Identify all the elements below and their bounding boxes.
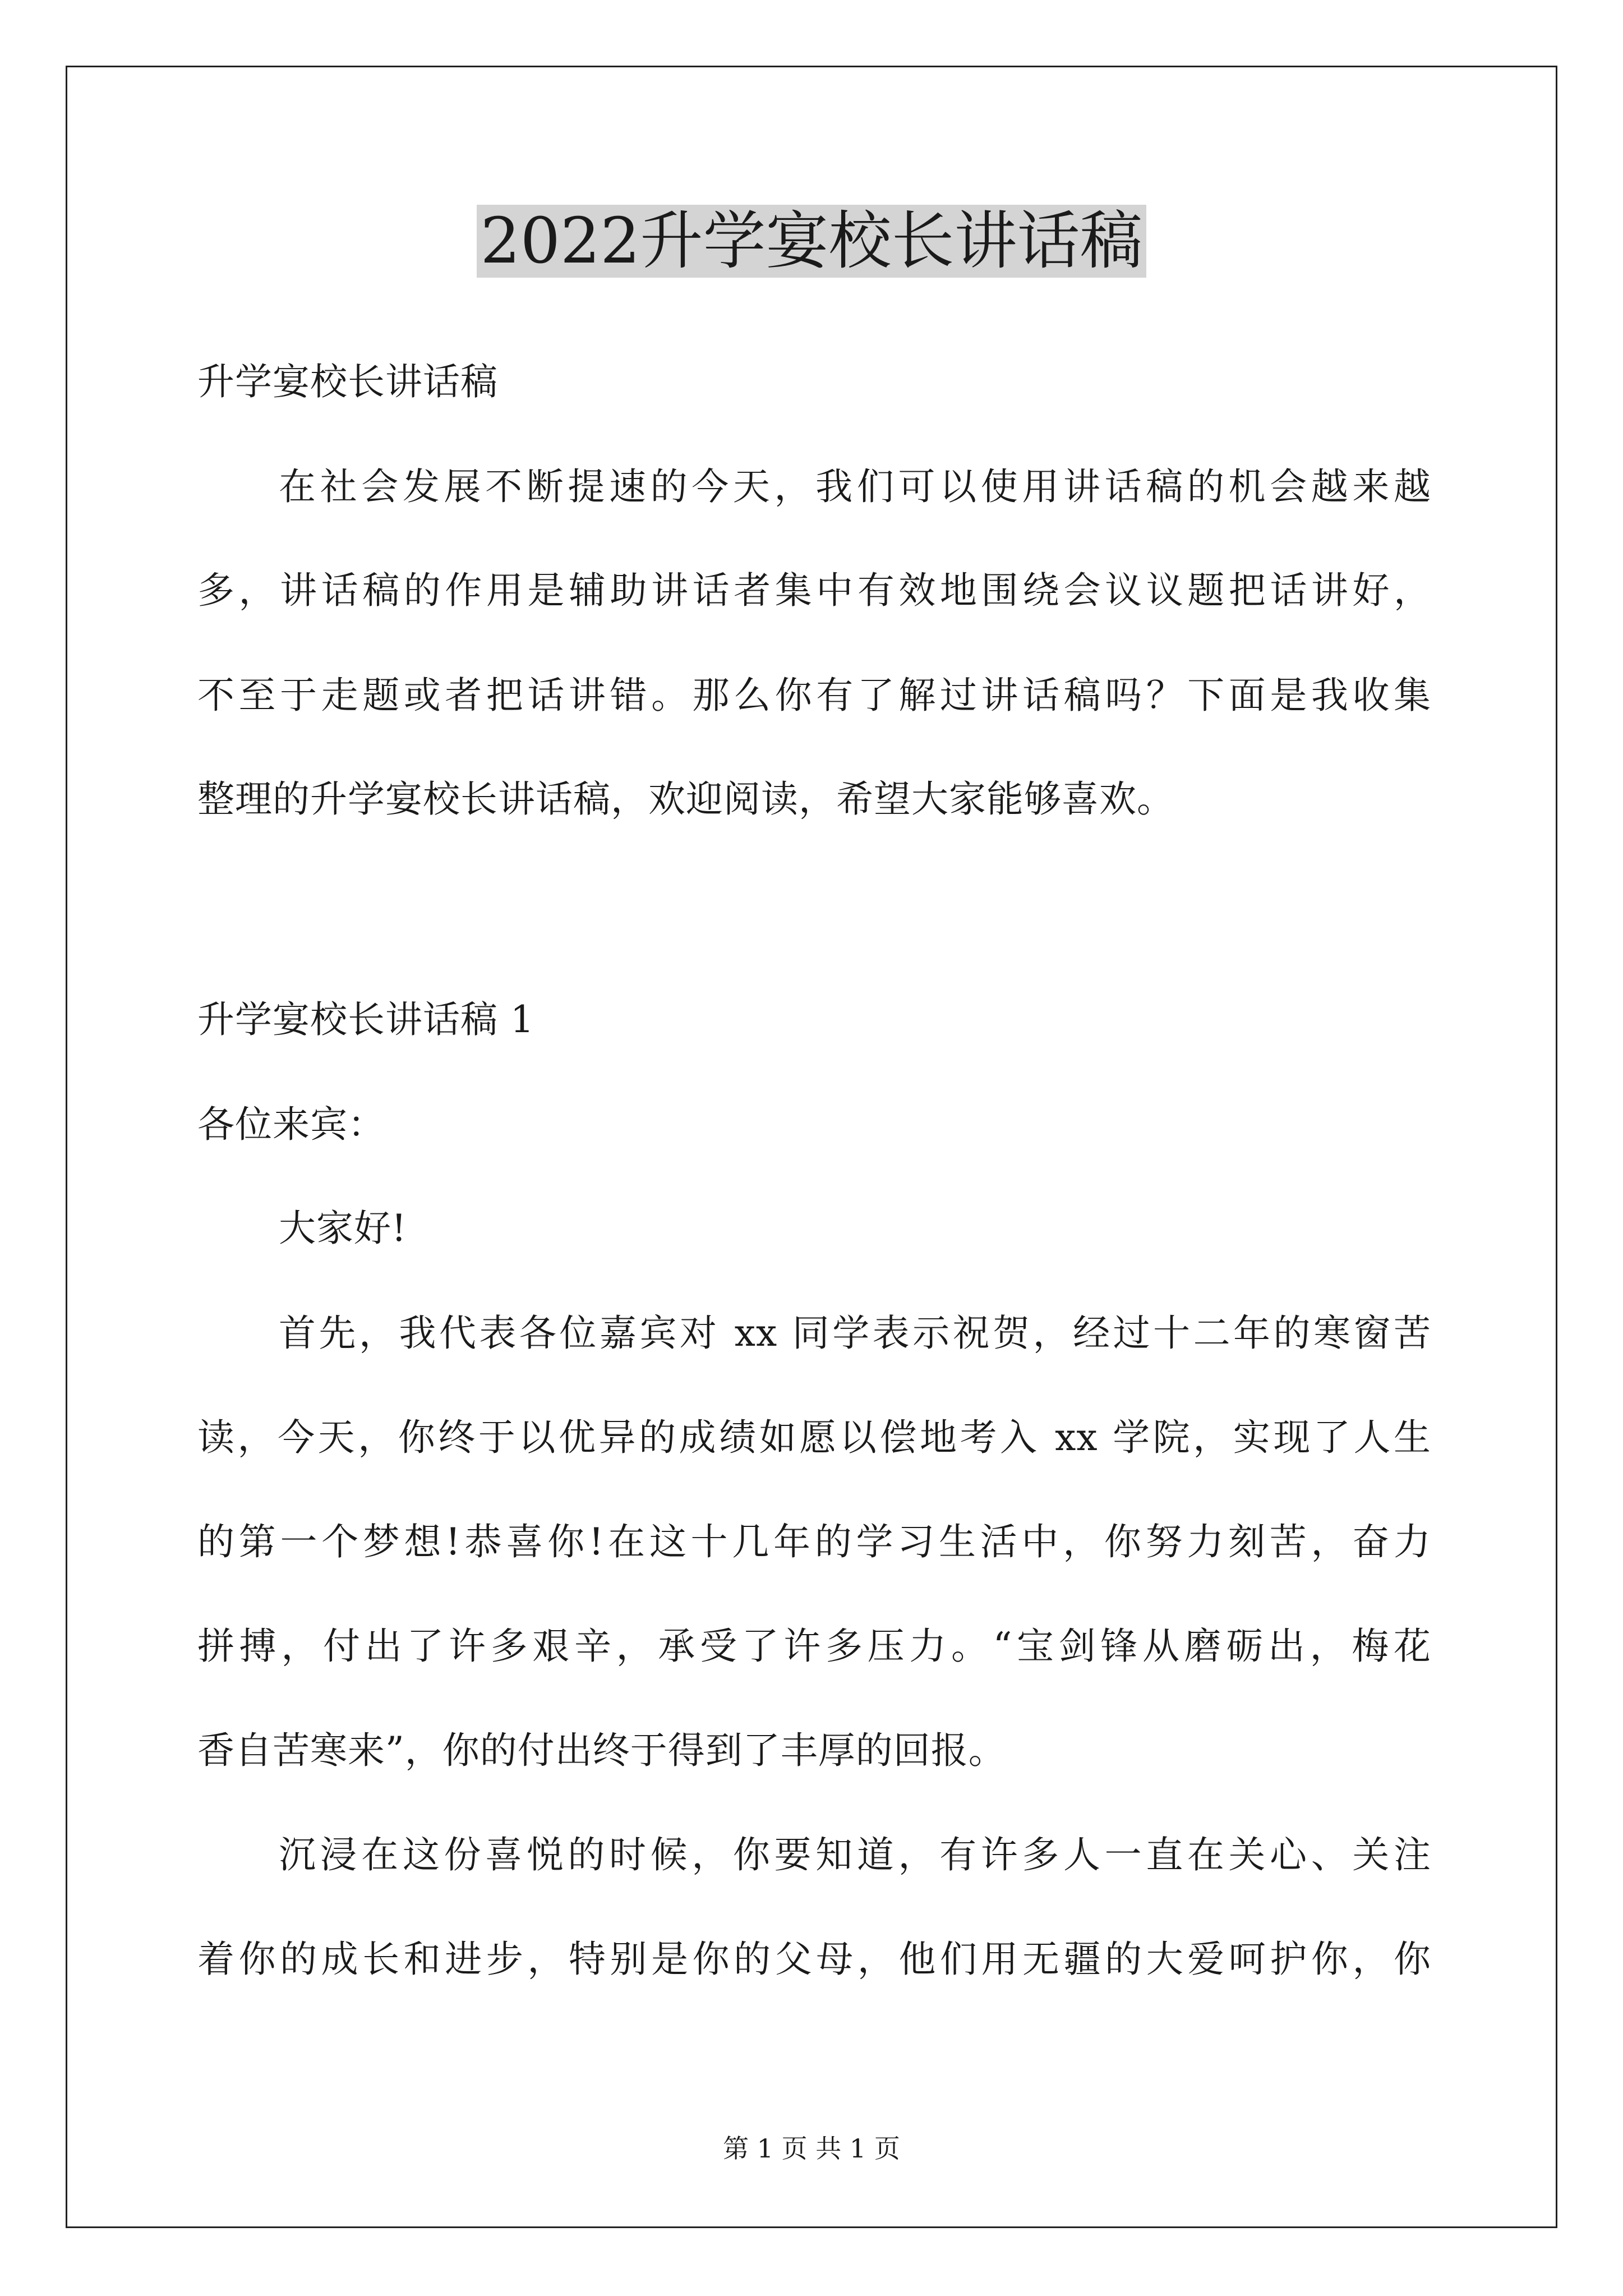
paragraph-line: 不至于走题或者把话讲错。那么你有了解过讲话稿吗？下面是我收集 bbox=[197, 674, 1431, 717]
section-heading: 升学宴校长讲话稿 1 bbox=[197, 998, 534, 1041]
greeting-line: 大家好! bbox=[279, 1207, 407, 1250]
paragraph-line: 读，今天，你终于以优异的成绩如愿以偿地考入 xx 学院，实现了人生 bbox=[197, 1416, 1431, 1459]
paragraph-line: 沉浸在这份喜悦的时候，你要知道，有许多人一直在关心、关注 bbox=[279, 1833, 1431, 1876]
page-footer: 第 1 页 共 1 页 bbox=[723, 2133, 900, 2164]
paragraph-line: 多，讲话稿的作用是辅助讲话者集中有效地围绕会议议题把话讲好， bbox=[197, 569, 1431, 612]
salutation-line: 各位来宾： bbox=[197, 1103, 385, 1146]
paragraph-line: 整理的升学宴校长讲话稿，欢迎阅读，希望大家能够喜欢。 bbox=[197, 777, 1174, 821]
subtitle-line: 升学宴校长讲话稿 bbox=[197, 360, 498, 403]
paragraph-line: 首先，我代表各位嘉宾对 xx 同学表示祝贺，经过十二年的寒窗苦 bbox=[279, 1312, 1431, 1355]
paragraph-line: 在社会发展不断提速的今天，我们可以使用讲话稿的机会越来越 bbox=[279, 465, 1431, 508]
paragraph-line: 香自苦寒来”，你的付出终于得到了丰厚的回报。 bbox=[197, 1729, 1006, 1772]
paragraph-line: 拼搏，付出了许多艰辛，承受了许多压力。“宝剑锋从磨砺出，梅花 bbox=[197, 1625, 1431, 1668]
document-title bbox=[0, 199, 1623, 283]
paragraph-line: 的第一个梦想!恭喜你!在这十几年的学习生活中，你努力刻苦，奋力 bbox=[197, 1520, 1431, 1563]
paragraph-line: 着你的成长和进步，特别是你的父母，他们用无疆的大爱呵护你，你 bbox=[197, 1938, 1431, 1981]
document-title-text: 2022升学宴校长讲话稿 bbox=[477, 205, 1146, 278]
